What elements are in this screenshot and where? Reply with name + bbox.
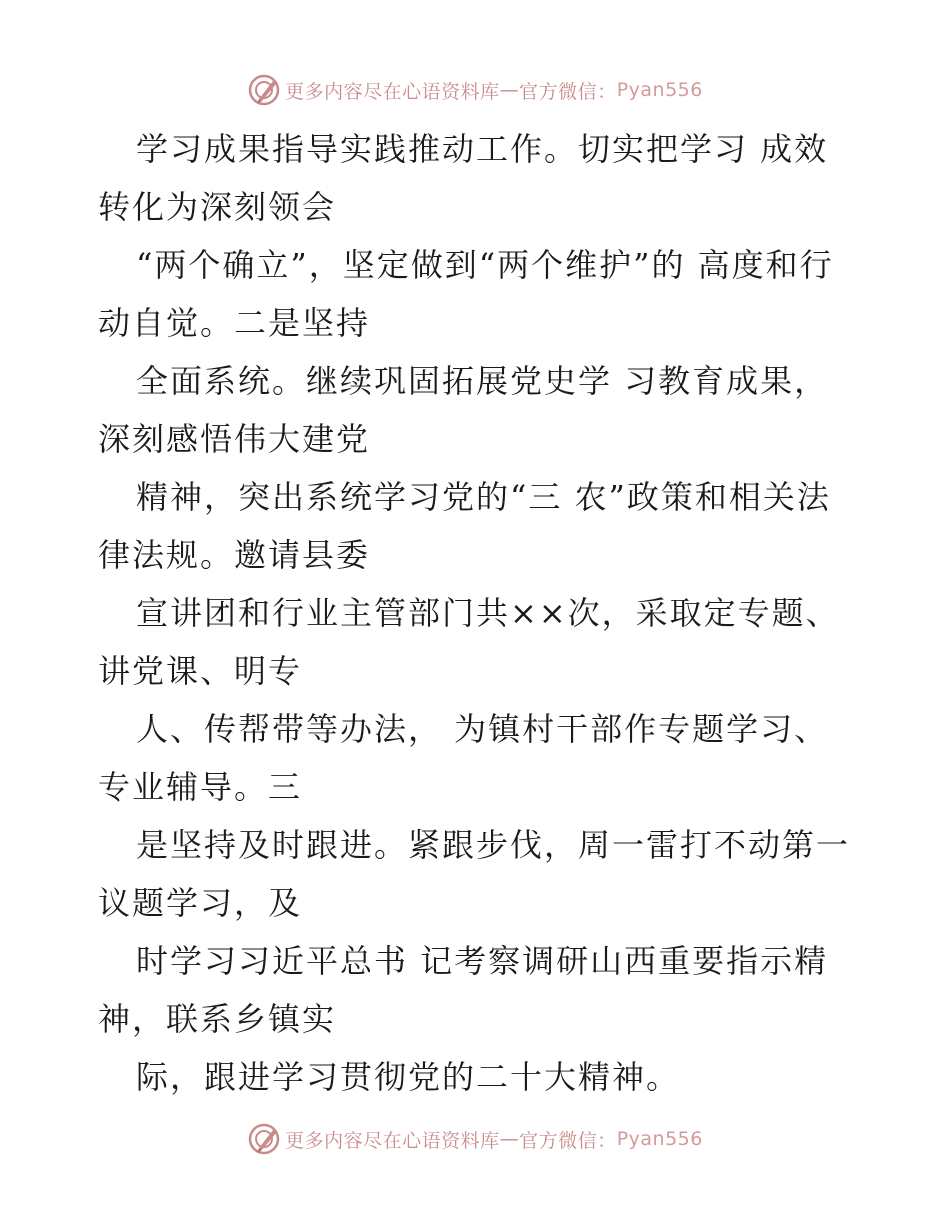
pen-logo-icon [247,1122,281,1156]
paragraph: 是坚持及时跟进。紧跟步伐，周一雷打不动第一议题学习，及 [98,826,851,922]
watermark-main-text: 更多内容尽在心语资料库 [285,1129,500,1152]
paragraph: 学习成果指导实践推动工作。切实把学习 成效转化为深刻领会 [98,130,829,226]
watermark-label: 官方微信： [519,80,617,103]
paragraph: 人、传帮带等办法， 为镇村干部作专题学习、专业辅导。三 [98,710,829,806]
paragraph: 际，跟进学习贯彻党的二十大精神。 [136,1058,681,1096]
watermark-account: Pyan556 [616,1128,703,1150]
document-body [98,120,858,1106]
header-watermark [0,70,950,110]
paragraph: 全面系统。继续巩固拓展党史学 习教育成果，深刻感悟伟大建党 [98,362,829,458]
watermark-label: 官方微信： [519,1129,617,1152]
watermark-main-text: 更多内容尽在心语资料库 [285,80,500,103]
watermark-separator: — [499,1128,520,1150]
pen-logo-icon [247,73,281,107]
watermark-account: Pyan556 [616,79,703,101]
paragraph: 时学习习近平总书 记考察调研山西重要指示精神，联系乡镇实 [98,942,829,1038]
watermark-separator: — [499,79,520,101]
paragraph: 精神，突出系统学习党的“三 农”政策和相关法律法规。邀请县委 [98,478,831,574]
paragraph: “两个确立”，坚定做到“两个维护”的 高度和行动自觉。二是坚持 [98,246,834,342]
paragraph: 宣讲团和行业主管部门共××次，采取定专题、讲党课、明专 [98,594,840,690]
footer-watermark [0,1119,950,1159]
